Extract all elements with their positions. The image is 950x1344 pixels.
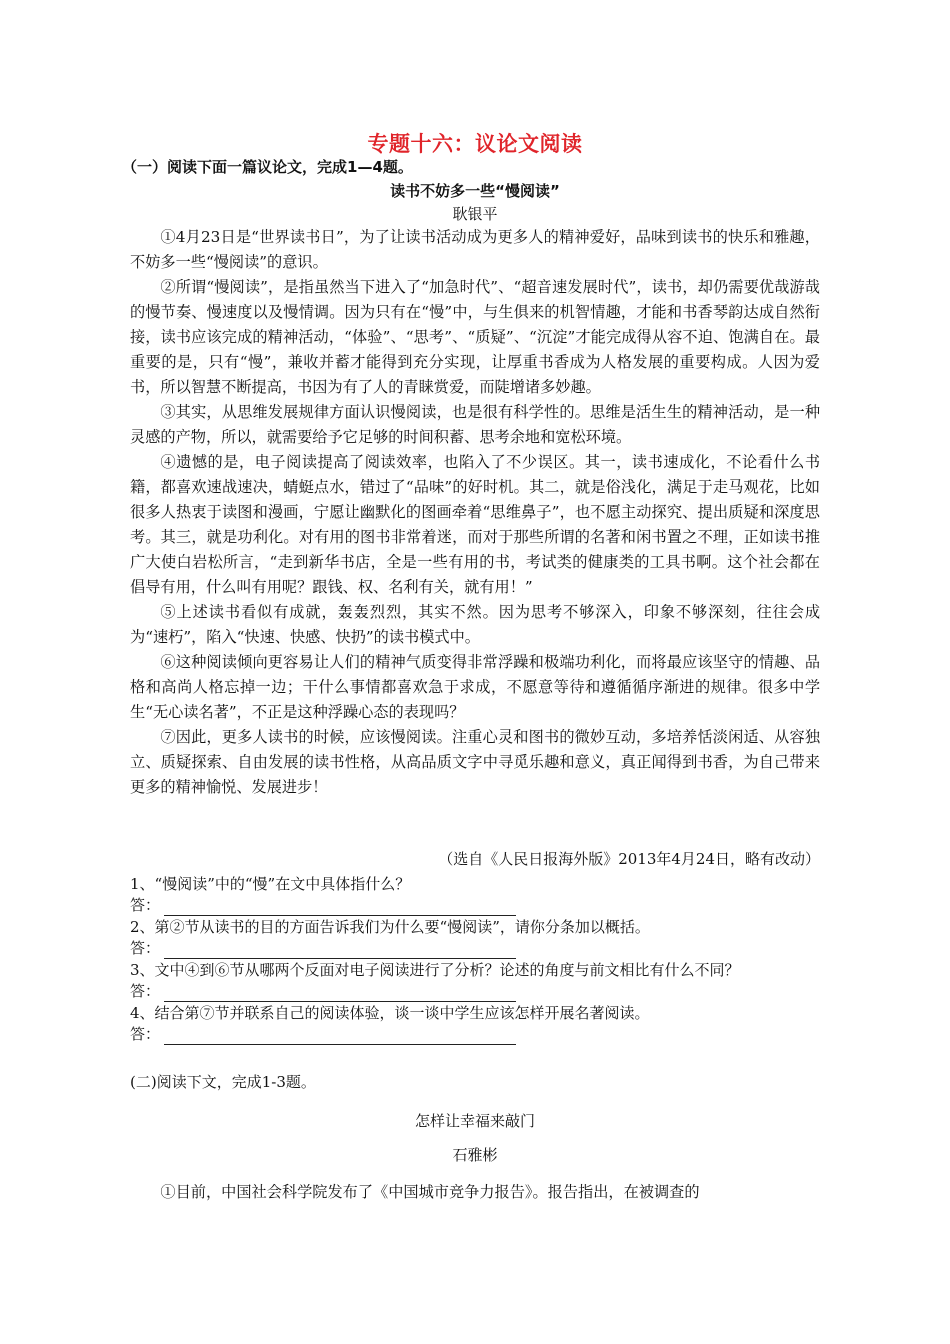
paragraph-7: ⑦因此，更多人读书的时候，应该慢阅读。注重心灵和图书的微妙互动，多培养恬淡闲适、从容独立、质疑探索、自由发展的读书性格，从高品质文字中寻觅乐趣和意义，真正闻得到书香，为自己带来更多的精神愉悦、发展进步！ — [130, 728, 820, 796]
answer-label: 答： — [130, 982, 161, 1000]
paragraph-2: ②所谓“慢阅读”，是指虽然当下进入了“加急时代”、“超音速发展时代”，读书，却仍需要优哉游哉的慢节奏、慢速度以及慢情调。因为只有在“慢”中，与生俱来的机智情趣，才能和书香琴韵达成自然衔接，读书应该完成的精神活动，“体验”、“思考”、“质疑”、“沉淀”才能完成得从容不迫、饱满自在。最重要的是，只有“慢”，兼收并蓄才能得到充分实现，让厚重书香成为人格发展的重要构成。人因为爱书，所以智慧不断提高，书因为有了人的青睐赏爱，而陡增诸多妙趣。 — [130, 278, 820, 396]
paragraph-3: ③其实，从思维发展规律方面认识慢阅读，也是很有科学性的。思维是活生生的精神活动，是一种灵感的产物，所以，就需要给予它足够的时间积蓄、思考余地和宽松环境。 — [130, 403, 820, 446]
page-title: 专题十六：议论文阅读 — [367, 132, 583, 156]
answer-3[interactable] — [130, 981, 830, 1002]
paragraph-1: ①4月23日是“世界读书日”，为了让读书活动成为更多人的精神爱好，品味到读书的快乐和雅趣，不妨多一些“慢阅读”的意识。 — [130, 228, 820, 271]
answer-4[interactable] — [130, 1024, 830, 1045]
paragraph-5: ⑤上述读书看似有成就，轰轰烈烈，其实不然。因为思考不够深入，印象不够深刻，往往会成为“速朽”，陷入“快速、快感、快扔”的读书模式中。 — [130, 603, 820, 646]
question-2: 2、第②节从读书的目的方面告诉我们为什么要“慢阅读”，请你分条加以概括。 — [130, 918, 650, 936]
answer-label: 答： — [130, 939, 161, 957]
answer-label: 答： — [130, 1025, 161, 1043]
question-4: 4、结合第⑦节并联系自己的阅读体验，谈一谈中学生应该怎样开展名著阅读。 — [130, 1004, 650, 1022]
paragraph-1: ①目前，中国社会科学院发布了《中国城市竞争力报告》。报告指出，在被调查的 — [160, 1183, 700, 1201]
article-2-author: 石雅彬 — [452, 1146, 498, 1164]
answer-2[interactable] — [130, 938, 830, 959]
article-1-author: 耿银平 — [452, 205, 498, 223]
article-1-title: 读书不妨多一些“慢阅读” — [390, 182, 560, 200]
answer-label: 答： — [130, 896, 161, 914]
answer-line[interactable] — [164, 1029, 516, 1045]
answer-line[interactable] — [164, 986, 516, 1002]
article-2-body — [130, 1180, 820, 1205]
section-2-heading: (二)阅读下文，完成1-3题。 — [130, 1073, 316, 1091]
question-list — [130, 873, 830, 1045]
answer-1[interactable] — [130, 895, 830, 916]
answer-line[interactable] — [164, 943, 516, 959]
article-2-title: 怎样让幸福来敲门 — [414, 1112, 535, 1130]
answer-line[interactable] — [164, 900, 516, 916]
article-1-source: （选自《人民日报海外版》2013年4月24日，略有改动） — [438, 850, 820, 868]
question-1: 1、“慢阅读”中的“慢”在文中具体指什么？ — [130, 875, 411, 893]
paragraph-4: ④遗憾的是，电子阅读提高了阅读效率，也陷入了不少误区。其一，读书速成化，不论看什么书籍，都喜欢速战速决，蜻蜓点水，错过了“品味”的好时机。其二，就是俗浅化，满足于走马观花，比如很多人热衷于读图和漫画，宁愿让幽默化的图画牵着“思维鼻子”，也不愿主动探究、提出质疑和深度思考。其三，就是功利化。对有用的图书非常着迷，而对于那些所谓的名著和闲书置之不理，正如读书推广大使白岩松所言，“走到新华书店，全是一些有用的书，考试类的健康类的工具书啊。这个社会都在倡导有用，什么叫有用呢？跟钱、权、名利有关，就有用！” — [130, 453, 820, 596]
section-1-heading: （一）阅读下面一篇议论文，完成1—4题。 — [122, 158, 413, 176]
paragraph-6: ⑥这种阅读倾向更容易让人们的精神气质变得非常浮躁和极端功利化，而将最应该坚守的情趣、品格和高尚人格忘掉一边；干什么事情都喜欢急于求成，不愿意等待和遵循循序渐进的规律。很多中学生“无心读名著”，不正是这种浮躁心态的表现吗？ — [130, 653, 820, 721]
article-1-body — [130, 225, 820, 800]
question-3: 3、文中④到⑥节从哪两个反面对电子阅读进行了分析？论述的角度与前文相比有什么不同？ — [130, 961, 740, 979]
